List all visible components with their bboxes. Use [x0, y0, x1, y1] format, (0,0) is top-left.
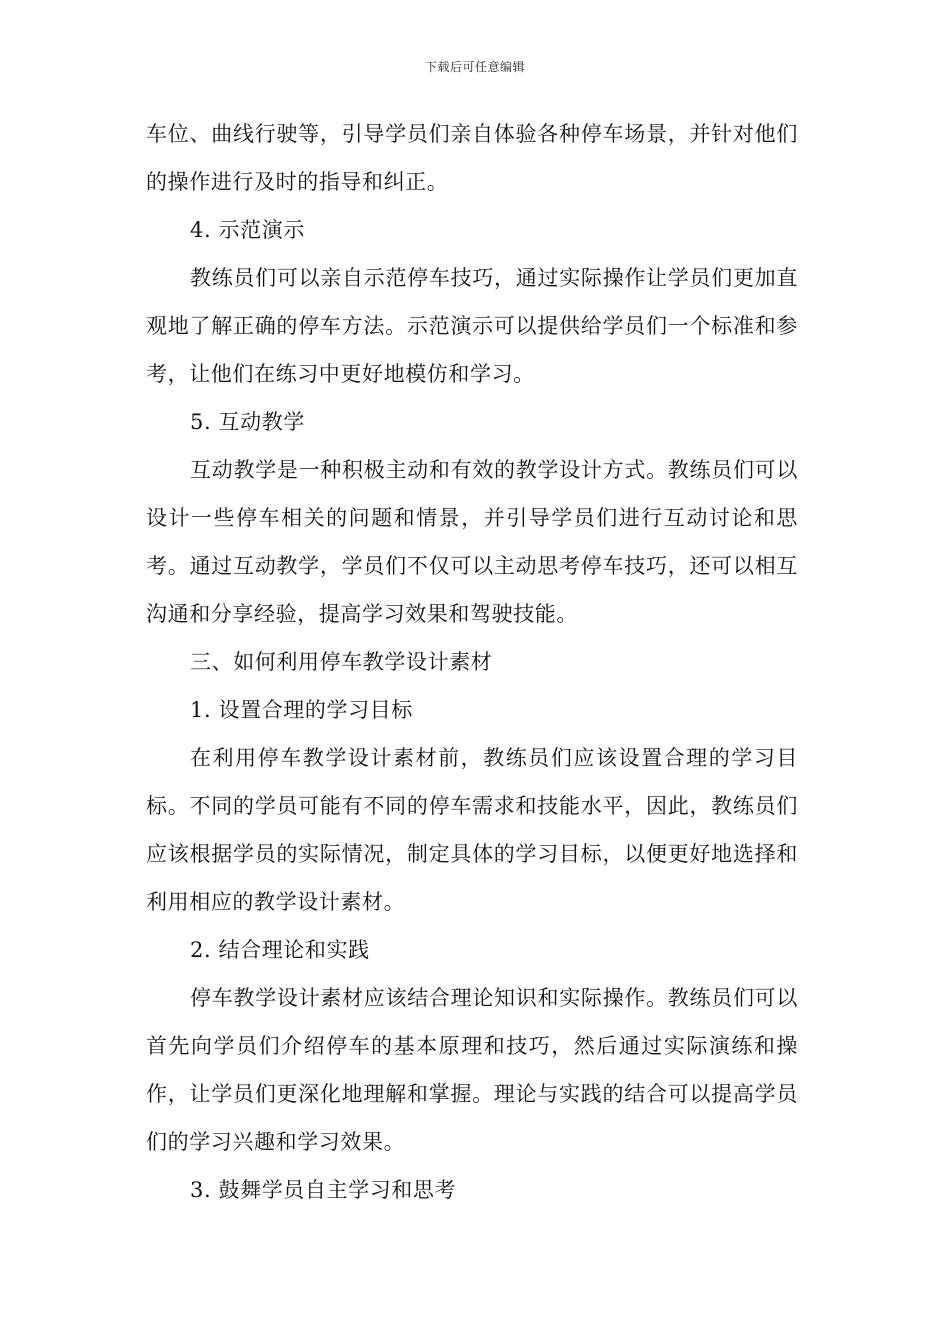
paragraph-learning-goals: 在利用停车教学设计素材前，教练员们应该设置合理的学习目标。不同的学员可能有不同的停车需求和技能水平，因此，教练员们应该根据学员的实际情况，制定具体的学习目标，以便更好地选择和利用相应的教学设计素材。	[146, 746, 798, 914]
subheading-learning-goals: 1. 设置合理的学习目标	[190, 698, 413, 722]
paragraph-demonstration: 教练员们可以亲自示范停车技巧，通过实际操作让学员们更加直观地了解正确的停车方法。示范演示可以提供给学员们一个标准和参考，让他们在练习中更好地模仿和学习。	[146, 266, 798, 386]
section-heading-how-to-use: 三、如何利用停车教学设计素材	[190, 650, 493, 674]
document-body	[146, 110, 798, 1214]
paragraph-theory-practice: 停车教学设计素材应该结合理论知识和实际操作。教练员们可以首先向学员们介绍停车的基本原理和技巧，然后通过实际演练和操作，让学员们更深化地理解和掌握。理论与实践的结合可以提高学员们的学习兴趣和学习效果。	[146, 986, 798, 1154]
subheading-demonstration: 4. 示范演示	[190, 218, 305, 242]
subheading-theory-practice: 2. 结合理论和实践	[190, 938, 370, 962]
subheading-self-learning: 3. 鼓舞学员自主学习和思考	[190, 1178, 457, 1202]
paragraph-continuation: 车位、曲线行驶等，引导学员们亲自体验各种停车场景，并针对他们的操作进行及时的指导和纠正。	[146, 122, 798, 194]
subheading-interactive-teaching: 5. 互动教学	[190, 410, 305, 434]
paragraph-interactive-teaching: 互动教学是一种积极主动和有效的教学设计方式。教练员们可以设计一些停车相关的问题和情景，并引导学员们进行互动讨论和思考。通过互动教学，学员们不仅可以主动思考停车技巧，还可以相互沟通和分享经验，提高学习效果和驾驶技能。	[146, 458, 798, 626]
page-header: 下载后可任意编辑	[424, 60, 525, 74]
